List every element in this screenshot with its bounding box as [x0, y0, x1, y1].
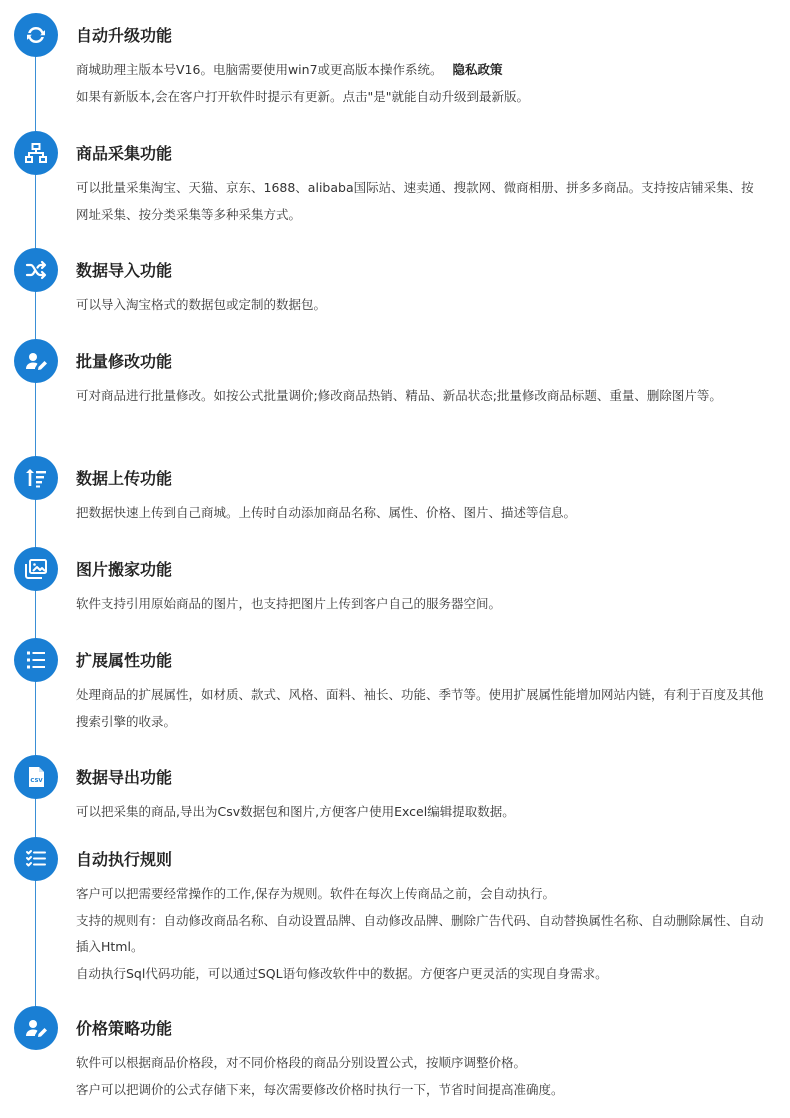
- feature-description: [76, 881, 766, 987]
- feature-description: [76, 682, 766, 735]
- feature-description: [76, 292, 766, 319]
- user-edit-icon: [14, 1006, 58, 1050]
- shuffle-icon: [14, 248, 58, 292]
- description-line: 客户可以把调价的公式存储下来，每次需要修改价格时执行一下，节省时间提高准确度。: [76, 1081, 564, 1097]
- description-line: 处理商品的扩展属性，如材质、款式、风格、面料、袖长、功能、季节等。使用扩展属性能增加网站内链，有利于百度及其他搜索引擎的收录。: [76, 687, 764, 729]
- feature-description: [76, 383, 766, 410]
- description-line: 软件可以根据商品价格段，对不同价格段的商品分别设置公式，按顺序调整价格。: [76, 1055, 527, 1070]
- feature-description: [76, 591, 766, 618]
- feature-title: 数据导入功能: [76, 261, 173, 280]
- description-line: 可以批量采集淘宝、天猫、京东、1688、alibaba国际站、速卖通、搜款网、微商相册、拼多多商品。支持按店铺采集、按网址采集、按分类采集等多种采集方式。: [76, 180, 754, 222]
- feature-title: 自动执行规则: [76, 850, 173, 869]
- feature-description: [76, 57, 766, 110]
- images-icon: [14, 547, 58, 591]
- checklist-icon: [14, 837, 58, 881]
- list-icon: [14, 638, 58, 682]
- refresh-icon: [14, 13, 58, 57]
- description-line: 支持的规则有：自动修改商品名称、自动设置品牌、自动修改品牌、删除广告代码、自动替换属性名称、自动删除属性、自动插入Html。: [76, 912, 764, 954]
- feature-title: 批量修改功能: [76, 352, 173, 371]
- description-line: 自动执行Sql代码功能，可以通过SQL语句修改软件中的数据。方便客户更灵活的实现自身需求。: [76, 965, 608, 981]
- csv-icon-label: CSV: [30, 778, 43, 784]
- csv-file-icon: [14, 755, 58, 799]
- description-line: 可以把采集的商品,导出为Csv数据包和图片,方便客户使用Excel编辑提取数据。: [76, 804, 515, 819]
- description-line: 商城助理主版本号V16。电脑需要使用win7或更高版本操作系统。: [76, 62, 443, 77]
- description-line: 软件支持引用原始商品的图片，也支持把图片上传到客户自己的服务器空间。: [76, 596, 502, 611]
- feature-title: 扩展属性功能: [76, 651, 173, 670]
- feature-title: 价格策略功能: [76, 1019, 173, 1038]
- sort-upload-icon: [14, 456, 58, 500]
- feature-title: 商品采集功能: [76, 144, 173, 163]
- user-edit-icon: [14, 339, 58, 383]
- privacy-policy-link[interactable]: 隐私政策: [452, 62, 503, 77]
- feature-title: 图片搬家功能: [76, 560, 173, 579]
- sitemap-icon: [14, 131, 58, 175]
- description-line: 可对商品进行批量修改。如按公式批量调价;修改商品热销、精品、新品状态;批量修改商品标题、重量、删除图片等。: [76, 388, 722, 403]
- feature-title: 数据上传功能: [76, 469, 173, 488]
- feature-title: 数据导出功能: [76, 768, 173, 787]
- feature-description: [76, 500, 766, 527]
- timeline-line: [35, 34, 36, 1034]
- feature-description: [76, 175, 766, 228]
- description-line: 可以导入淘宝格式的数据包或定制的数据包。: [76, 297, 327, 312]
- feature-description: [76, 799, 766, 826]
- feature-description: [76, 1050, 766, 1103]
- description-line: 客户可以把需要经常操作的工作,保存为规则。软件在每次上传商品之前，会自动执行。: [76, 886, 555, 901]
- description-line: 如果有新版本,会在客户打开软件时提示有更新。点击"是"就能自动升级到最新版。: [76, 88, 529, 104]
- description-line: 把数据快速上传到自己商城。上传时自动添加商品名称、属性、价格、图片、描述等信息。: [76, 505, 577, 520]
- feature-title: 自动升级功能: [76, 26, 173, 45]
